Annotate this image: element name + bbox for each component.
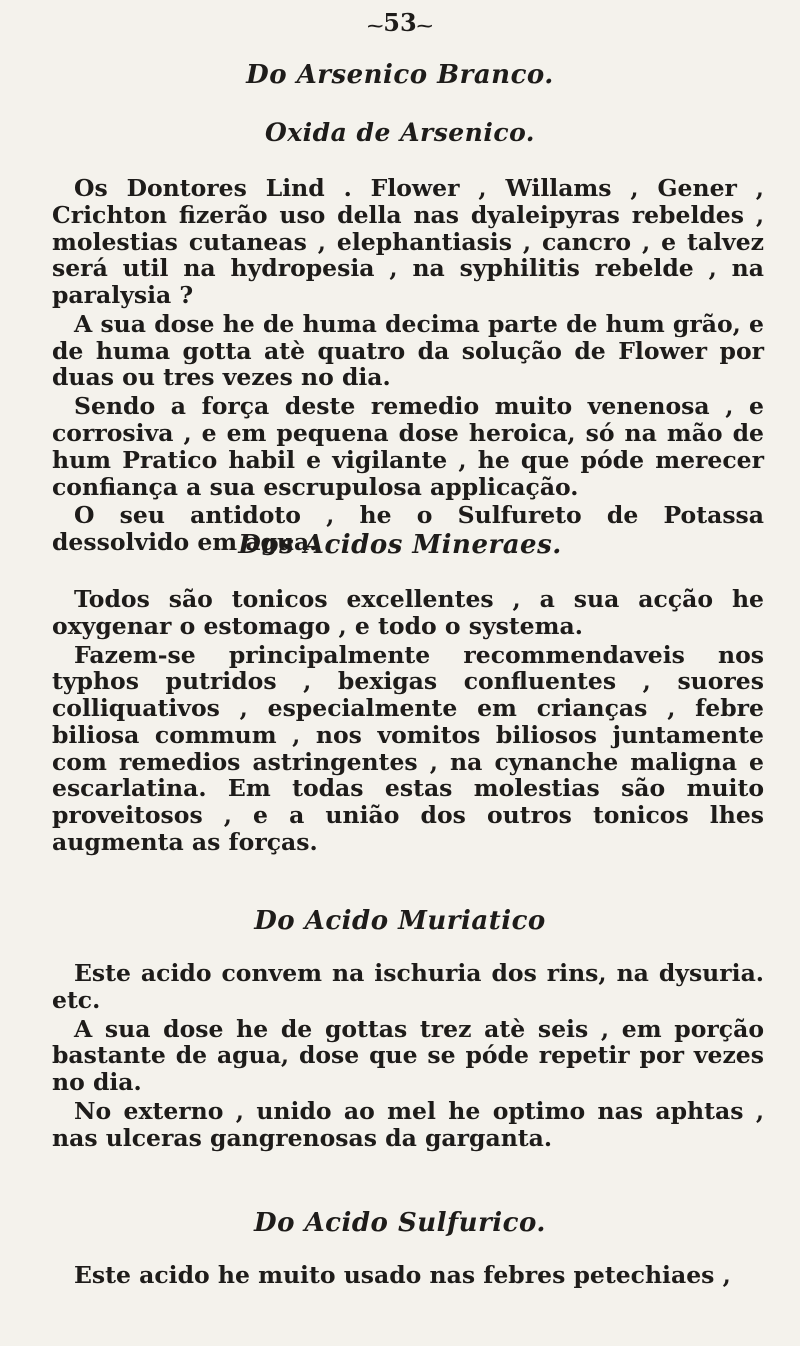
paragraph: No externo , unido ao mel he optimo nas aphtas , nas ulceras gangrenosas da garganta.	[52, 1096, 764, 1152]
paragraph: A sua dose he de gottas trez atè seis , em porção bastante de agua, dose que se póde repetir por vezes no dia.	[52, 1014, 764, 1097]
paragraph: Os Dontores Lind . Flower , Willams , Gener , Crichton fizerão uso della nas dyaleipyras rebeldes , molestias cutaneas , elephantiasis , cancro , e talvez será util na hydropesia , na syphilitis rebelde , na paralysia ?	[52, 174, 764, 310]
section-heading-acido-muriatico: Do Acido Muriatico	[254, 906, 546, 936]
paragraph: O seu antidoto , he o Sulfureto de Potassa dessolvido em agua.	[52, 501, 764, 557]
paragraph: Fazem-se principalmente recommendaveis nos typhos putridos , bexigas confluentes , suores colliquativos , especialmente em crianças , febre biliosa commum , nos vomitos biliosos juntamente com remedios astringentes , na cynanche maligna e escarlatina. Em todas estas molestias são muito proveitosos , e a união dos outros tonicos lhes augmenta as forças.	[52, 640, 764, 857]
page-number-ornament-right: ⁓	[416, 16, 433, 35]
paragraph: Todos são tonicos excellentes , a sua acção he oxygenar o estomago , e todo o systema.	[52, 585, 764, 640]
section-heading-acidos-mineraes: Dos Acidos Mineraes.	[238, 530, 562, 560]
page-number-ornament: ⁓	[367, 16, 384, 35]
section-heading-acido-sulfurico: Do Acido Sulfurico.	[254, 1208, 546, 1238]
section-body-acido-sulfurico	[52, 1262, 764, 1289]
paragraph: Sendo a força deste remedio muito venenosa , e corrosiva , e em pequena dose heroica, só na mão de hum Pratico habil e vigilante , he que póde merecer confiança a sua escrupulosa applicação.	[52, 392, 764, 501]
paragraph: A sua dose he de huma decima parte de hum grão, e de huma gotta atè quatro da solução de Flower por duas ou tres vezes no dia.	[52, 309, 764, 392]
section-body-acido-muriatico	[52, 960, 764, 1151]
page-number	[0, 8, 800, 37]
page-number-value: 53	[383, 8, 417, 37]
paragraph: Este acido he muito usado nas febres petechiaes ,	[74, 1261, 731, 1289]
section-body-arsenico	[52, 175, 764, 556]
section-heading-arsenico-branco: Do Arsenico Branco.	[246, 60, 554, 90]
section-body-acidos-mineraes	[52, 586, 764, 856]
section-subheading-oxida: Oxida de Arsenico.	[264, 118, 536, 147]
paragraph: Este acido convem na ischuria dos rins, na dysuria. etc.	[52, 959, 764, 1014]
